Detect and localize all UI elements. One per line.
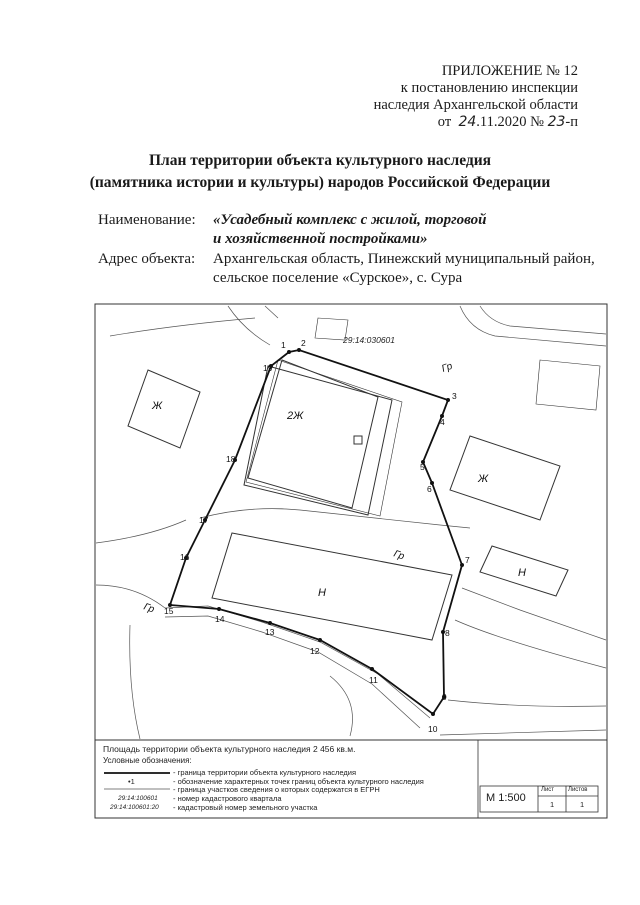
point-label-12: 12 — [310, 646, 320, 656]
building-fragment-ne — [536, 360, 600, 410]
point-label-6: 6 — [427, 484, 432, 494]
title-line-1: План территории объекта культурного наследия — [148, 152, 492, 169]
point-3 — [446, 398, 450, 402]
object-address: Архангельская область, Пинежский муниципальный район, сельское поселение «Сурское», с. Сура — [213, 251, 595, 286]
point-10 — [431, 712, 435, 716]
point-label-7: 7 — [465, 555, 470, 565]
point-label-11: 11 — [369, 675, 378, 685]
building-2zh — [248, 360, 378, 508]
sheets-value: 1 — [580, 800, 585, 809]
point-label-10: 10 — [428, 724, 438, 734]
label-zh-west: Ж — [152, 400, 163, 412]
number-handwritten: 23 — [547, 114, 566, 130]
point-label-16: 16 — [180, 552, 190, 562]
point-12 — [318, 638, 322, 642]
building-zh-east — [450, 436, 560, 520]
legend-key-5: 29:14:100601:20 — [110, 804, 159, 811]
point-label-4: 4 — [440, 417, 445, 427]
appendix-line-3: наследия Архангельской области — [373, 97, 578, 113]
label-gr-inner: Гр — [391, 548, 406, 563]
point-label-1: 1 — [281, 340, 286, 350]
label-zh-east: Ж — [478, 473, 489, 485]
label-gr-north: Гр — [440, 360, 454, 375]
scale-label: М 1:500 — [486, 792, 526, 804]
name-label: Наименование: — [98, 212, 196, 228]
point-label-2: 2 — [301, 338, 306, 348]
building-2zh-annex — [354, 436, 362, 444]
point-label-5: 5 — [420, 462, 425, 472]
point-label-8: 8 — [445, 628, 450, 638]
cadastral-quarter-label: 29:14:030601 — [343, 335, 395, 345]
label-2zh: 2Ж — [287, 410, 304, 422]
legend-text-5: - кадастровый номер земельного участка — [173, 803, 318, 812]
point-label-19: 19 — [263, 363, 273, 373]
appendix-title: ПРИЛОЖЕНИЕ № 12 — [441, 63, 578, 79]
map-frame — [95, 304, 607, 818]
point-13 — [268, 621, 272, 625]
building-zh-west — [128, 370, 200, 448]
point-11 — [370, 667, 374, 671]
point-7 — [460, 563, 464, 567]
building-2zh-outer — [246, 360, 402, 516]
area-text: Площадь территории объекта культурного наследия 2 456 кв.м. — [103, 744, 356, 754]
point-labels — [164, 338, 470, 734]
legend-text-2: - обозначение характерных точек границ объекта культурного наследия — [173, 777, 424, 786]
building-2zh-outline — [244, 366, 392, 515]
title-line-2: (памятника истории и культуры) народов Российской Федерации — [89, 174, 551, 191]
sheet-value: 1 — [550, 800, 555, 809]
legend-title: Условные обозначения: — [103, 756, 192, 765]
point-label-9: 9 — [442, 692, 447, 702]
point-label-17: 17 — [199, 515, 209, 525]
object-name: «Усадебный комплекс с жилой, торговой и хозяйственной постройками» — [213, 212, 487, 247]
label-gr-south: Гр — [141, 601, 156, 616]
sheets-label: Листов — [568, 787, 588, 793]
appendix-line-2: к постановлению инспекции — [400, 80, 578, 96]
legend-key-4: 29:14:100601 — [118, 795, 158, 802]
date-day-handwritten: 24 — [458, 114, 477, 130]
label-n-main: Н — [318, 587, 326, 599]
gr-labels — [142, 361, 454, 616]
point-label-13: 13 — [265, 627, 275, 637]
address-label: Адрес объекта: — [98, 251, 196, 267]
point-1 — [287, 350, 291, 354]
legend-text-3: - граница участков сведения о которых содержатся в ЕГРН — [173, 785, 380, 794]
legend-text-1: - граница территории объекта культурного наследия — [173, 768, 357, 777]
building-n-main — [212, 533, 452, 640]
heritage-boundary — [170, 350, 462, 714]
point-label-3: 3 — [452, 391, 457, 401]
legend-key-2: •1 — [128, 777, 135, 786]
point-2 — [297, 348, 301, 352]
point-label-14: 14 — [215, 614, 225, 624]
sheet-label: Лист — [541, 787, 555, 793]
building-labels — [151, 400, 526, 599]
label-n-east: Н — [518, 567, 526, 579]
point-label-18: 18 — [226, 454, 236, 464]
point-label-15: 15 — [164, 606, 174, 616]
point-14 — [217, 607, 221, 611]
buildings — [128, 318, 600, 640]
boundary-points — [168, 348, 464, 716]
street-lines — [96, 306, 606, 739]
legend-text-4: - номер кадастрового квартала — [173, 794, 282, 803]
legend-samples — [104, 773, 170, 789]
appendix-date: от 24.11.2020 № 23-п — [437, 114, 578, 130]
